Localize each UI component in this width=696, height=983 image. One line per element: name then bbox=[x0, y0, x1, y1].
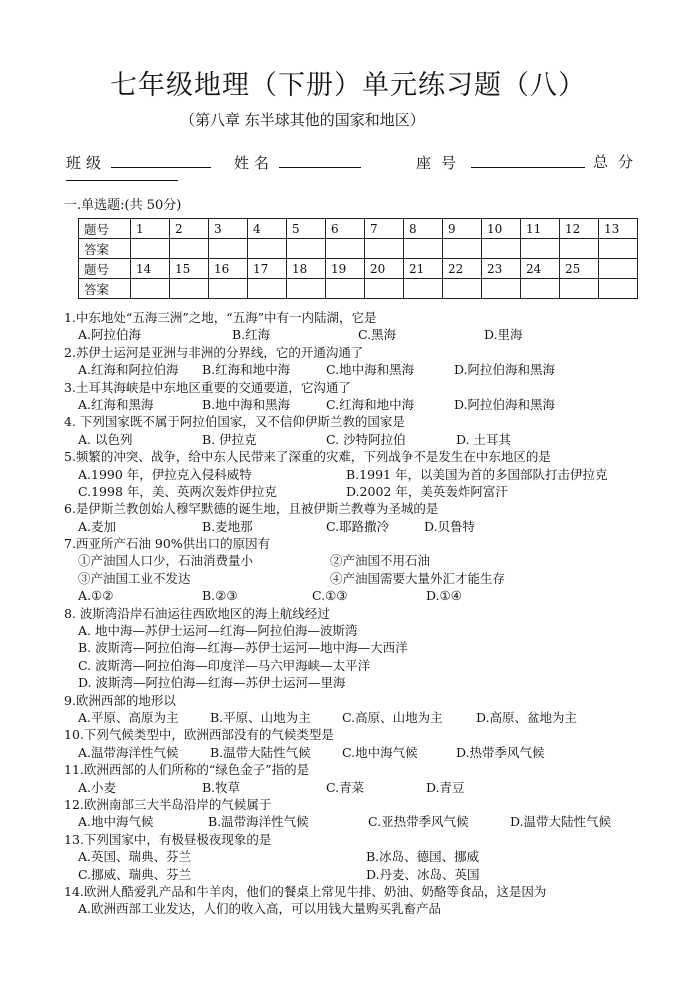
question-stem: 5.频繁的冲突、战争，给中东人民带来了深重的灾难，下列战争不是发生在中东地区的是 bbox=[64, 449, 551, 465]
seat-label: 座号 bbox=[416, 154, 467, 172]
question-number-cell: 24 bbox=[521, 259, 560, 279]
statement: ③产油国工业不发达 bbox=[78, 570, 191, 586]
name-field bbox=[234, 152, 361, 173]
statements-row bbox=[64, 552, 684, 569]
option-c[interactable]: C. 沙特阿拉伯 bbox=[326, 431, 406, 447]
question-number-cell: 20 bbox=[365, 259, 404, 279]
answer-cell[interactable] bbox=[560, 239, 599, 259]
question-stem: 2.苏伊士运河是亚洲与非洲的分界线，它的开通沟通了 bbox=[64, 344, 364, 360]
option-b[interactable]: B.麦地那 bbox=[202, 518, 253, 534]
question-number-cell: 14 bbox=[131, 259, 170, 279]
option-b[interactable]: B. 伊拉克 bbox=[202, 431, 257, 447]
answer-table-row bbox=[79, 259, 638, 279]
question-stem: 8. 波斯湾沿岸石油运往西欧地区的海上航线经过 bbox=[64, 605, 330, 621]
page-title: 七年级地理（下册）单元练习题（八） bbox=[110, 70, 586, 101]
statement: ①产油国人口少，石油消费量小 bbox=[78, 553, 254, 569]
question-stem: 11.欧洲西部的人们所称的“绿色金子”指的是 bbox=[64, 762, 310, 778]
option-c[interactable]: C.亚热带季风气候 bbox=[368, 814, 469, 830]
question-number-cell: 6 bbox=[326, 219, 365, 239]
name-blank[interactable] bbox=[279, 152, 361, 168]
option-c[interactable]: C.红海和地中海 bbox=[326, 396, 415, 412]
question-number-cell: 10 bbox=[482, 219, 521, 239]
answer-table-row bbox=[79, 279, 638, 299]
option-d[interactable]: D.温带大陆性气候 bbox=[510, 814, 612, 830]
option-a[interactable]: A.温带海洋性气候 bbox=[78, 744, 179, 760]
question-number-cell: 22 bbox=[443, 259, 482, 279]
question-number-cell: 19 bbox=[326, 259, 365, 279]
answer-cell[interactable] bbox=[365, 279, 404, 299]
question-number-cell: 13 bbox=[599, 219, 638, 239]
class-field bbox=[66, 152, 211, 173]
option-d[interactable]: D.热带季风气候 bbox=[456, 744, 545, 760]
question-stem: 14.欧洲人酷爱乳产品和牛羊肉，他们的餐桌上常见牛排、奶油、奶酪等食品，这是因为 bbox=[64, 883, 547, 899]
option-a[interactable]: A.欧洲西部工业发达，人们的收入高，可以用钱大量购买乳畜产品 bbox=[78, 901, 442, 917]
question-number-header: 题号 bbox=[79, 219, 131, 239]
answer-cell[interactable] bbox=[326, 279, 365, 299]
question-number-cell: 15 bbox=[170, 259, 209, 279]
answer-table bbox=[78, 218, 638, 299]
question-stem: 4. 下列国家既不属于阿拉伯国家，又不信仰伊斯兰教的国家是 bbox=[64, 414, 405, 430]
option-b[interactable]: B.平原、山地为主 bbox=[210, 709, 311, 725]
options-row bbox=[64, 396, 684, 413]
answer-cell[interactable] bbox=[248, 279, 287, 299]
option-a[interactable]: A.①② bbox=[78, 588, 114, 604]
answer-cell[interactable] bbox=[326, 239, 365, 259]
answer-cell[interactable] bbox=[599, 239, 638, 259]
option-a[interactable]: A.平原、高原为主 bbox=[78, 709, 179, 725]
option-d[interactable]: D.青豆 bbox=[426, 779, 465, 795]
seat-blank[interactable] bbox=[471, 152, 585, 168]
answer-table-row bbox=[79, 219, 638, 239]
question-stem: 12.欧洲南部三大半岛沿岸的气候属于 bbox=[64, 796, 272, 812]
answer-cell[interactable] bbox=[482, 239, 521, 259]
statements-row bbox=[64, 570, 684, 587]
question-number-cell: 2 bbox=[170, 219, 209, 239]
option-b[interactable]: B.红海 bbox=[232, 327, 271, 343]
class-blank[interactable] bbox=[111, 152, 211, 168]
answer-cell[interactable] bbox=[443, 239, 482, 259]
option-b[interactable]: B.地中海和黑海 bbox=[202, 396, 291, 412]
options-row bbox=[64, 866, 684, 883]
statement: ④产油国需要大量外汇才能生存 bbox=[330, 570, 506, 586]
answer-cell[interactable] bbox=[482, 279, 521, 299]
question-stem: 13.下列国家中，有极昼极夜现象的是 bbox=[64, 831, 272, 847]
options-row bbox=[64, 326, 684, 343]
answer-cell[interactable] bbox=[599, 279, 638, 299]
options-row bbox=[64, 848, 684, 865]
options-row bbox=[64, 622, 684, 639]
question-number-cell: 16 bbox=[209, 259, 248, 279]
answer-cell[interactable] bbox=[521, 279, 560, 299]
answer-cell[interactable] bbox=[170, 279, 209, 299]
question-stem: 3.土耳其海峡是中东地区重要的交通要道，它沟通了 bbox=[64, 379, 351, 395]
answer-cell[interactable] bbox=[209, 239, 248, 259]
option-a[interactable]: A.小麦 bbox=[78, 779, 117, 795]
section-heading: 一.单选题:(共 50分) bbox=[64, 198, 182, 213]
options-row bbox=[64, 639, 684, 656]
question-stem: 9.欧洲西部的地形以 bbox=[64, 692, 176, 708]
question-number-cell: 4 bbox=[248, 219, 287, 239]
class-label: 班级 bbox=[66, 154, 107, 172]
option-d[interactable]: D.里海 bbox=[484, 327, 523, 343]
option-c[interactable]: C.1998 年，美、英两次轰炸伊拉克 bbox=[78, 483, 277, 499]
option-c[interactable]: C.地中海气候 bbox=[342, 744, 418, 760]
option-c[interactable]: C.挪威、瑞典、芬兰 bbox=[78, 866, 192, 882]
answer-table-row bbox=[79, 239, 638, 259]
answer-cell[interactable] bbox=[404, 279, 443, 299]
option-a[interactable]: A.阿拉伯海 bbox=[78, 327, 142, 343]
options-row bbox=[64, 744, 684, 761]
question-number-cell: 1 bbox=[131, 219, 170, 239]
option-d[interactable]: D. 土耳其 bbox=[456, 431, 512, 447]
option-a[interactable]: A. 地中海—苏伊士运河—红海—阿拉伯海—波斯湾 bbox=[78, 623, 358, 639]
options-row bbox=[64, 657, 684, 674]
options-row bbox=[64, 900, 684, 917]
name-label: 姓名 bbox=[234, 154, 275, 172]
question-stem: 7.西亚所产石油 90%供出口的原因有 bbox=[64, 536, 271, 552]
options-row bbox=[64, 779, 684, 796]
answer-cell[interactable] bbox=[209, 279, 248, 299]
option-a[interactable]: A.红海和黑海 bbox=[78, 396, 154, 412]
option-c[interactable]: C.耶路撒冷 bbox=[326, 518, 390, 534]
question-list bbox=[64, 309, 684, 918]
option-c[interactable]: C. 波斯湾—阿拉伯海—印度洋—马六甲海峡—太平洋 bbox=[78, 657, 371, 673]
option-a[interactable]: A.英国、瑞典、芬兰 bbox=[78, 849, 192, 865]
option-a[interactable]: A.地中海气候 bbox=[78, 814, 154, 830]
question-number-cell bbox=[599, 259, 638, 279]
option-b[interactable]: B. 波斯湾—阿拉伯海—红海—苏伊士运河—地中海—大西洋 bbox=[78, 640, 408, 656]
answer-cell[interactable] bbox=[560, 279, 599, 299]
options-row bbox=[64, 431, 684, 448]
question-number-cell: 5 bbox=[287, 219, 326, 239]
option-a[interactable]: A.麦加 bbox=[78, 518, 117, 534]
option-b[interactable]: B.冰岛、德国、挪威 bbox=[366, 849, 480, 865]
option-d[interactable]: D.高原、盆地为主 bbox=[476, 709, 578, 725]
statement: ②产油国不用石油 bbox=[330, 553, 431, 569]
question-number-cell: 7 bbox=[365, 219, 404, 239]
answer-header: 答案 bbox=[79, 279, 131, 299]
options-row bbox=[64, 518, 684, 535]
option-c[interactable]: C.青菜 bbox=[326, 779, 365, 795]
option-a[interactable]: A. 以色列 bbox=[78, 431, 133, 447]
answer-cell[interactable] bbox=[248, 239, 287, 259]
question-number-cell: 12 bbox=[560, 219, 599, 239]
option-d[interactable]: D.阿拉伯海和黑海 bbox=[454, 396, 556, 412]
option-a[interactable]: A.红海和阿拉伯海 bbox=[78, 362, 179, 378]
question-stem: 6.是伊斯兰教创始人穆罕默德的诞生地，且被伊斯兰教尊为圣城的是 bbox=[64, 501, 439, 517]
question-number-cell: 25 bbox=[560, 259, 599, 279]
option-b[interactable]: B.1991 年，以美国为首的多国部队打击伊拉克 bbox=[346, 466, 608, 482]
options-row bbox=[64, 483, 684, 500]
question-stem: 10.下列气候类型中，欧洲西部没有的气候类型是 bbox=[64, 727, 334, 743]
question-number-cell: 18 bbox=[287, 259, 326, 279]
option-b[interactable]: B.②③ bbox=[202, 588, 238, 604]
question-number-header: 题号 bbox=[79, 259, 131, 279]
options-row bbox=[64, 813, 684, 830]
option-d[interactable]: D.丹麦、冰岛、英国 bbox=[366, 866, 480, 882]
option-c[interactable]: C.①③ bbox=[312, 588, 348, 604]
answer-header: 答案 bbox=[79, 239, 131, 259]
option-d[interactable]: D. 波斯湾—阿拉伯海—红海—苏伊士运河—里海 bbox=[78, 675, 346, 691]
question-number-cell: 23 bbox=[482, 259, 521, 279]
question-number-cell: 9 bbox=[443, 219, 482, 239]
page-subtitle: （第八章 东半球其他的国家和地区） bbox=[180, 111, 425, 129]
answer-cell[interactable] bbox=[521, 239, 560, 259]
question-number-cell: 11 bbox=[521, 219, 560, 239]
option-a[interactable]: A.1990 年，伊拉克入侵科威特 bbox=[78, 466, 252, 482]
option-c[interactable]: C.地中海和黑海 bbox=[326, 362, 415, 378]
answer-cell[interactable] bbox=[287, 279, 326, 299]
question-number-cell: 21 bbox=[404, 259, 443, 279]
option-b[interactable]: B.温带大陆性气候 bbox=[210, 744, 311, 760]
options-row bbox=[64, 361, 684, 378]
option-c[interactable]: C.高原、山地为主 bbox=[342, 709, 443, 725]
answer-cell[interactable] bbox=[131, 239, 170, 259]
answer-cell[interactable] bbox=[287, 239, 326, 259]
answer-cell[interactable] bbox=[131, 279, 170, 299]
options-row bbox=[64, 587, 684, 604]
option-b[interactable]: B.温带海洋性气候 bbox=[208, 814, 309, 830]
option-d[interactable]: D.2002 年，美英轰炸阿富汗 bbox=[346, 483, 508, 499]
answer-cell[interactable] bbox=[404, 239, 443, 259]
option-b[interactable]: B.牧草 bbox=[202, 779, 241, 795]
question-number-cell: 3 bbox=[209, 219, 248, 239]
answer-cell[interactable] bbox=[443, 279, 482, 299]
options-row bbox=[64, 674, 684, 691]
option-d[interactable]: D.阿拉伯海和黑海 bbox=[454, 362, 556, 378]
option-b[interactable]: B.红海和地中海 bbox=[202, 362, 291, 378]
option-d[interactable]: D.贝鲁特 bbox=[424, 518, 476, 534]
answer-cell[interactable] bbox=[365, 239, 404, 259]
options-row bbox=[64, 709, 684, 726]
options-row bbox=[64, 466, 684, 483]
score-blank[interactable] bbox=[66, 180, 178, 181]
score-label: 总分 bbox=[593, 153, 644, 171]
option-d[interactable]: D.①④ bbox=[426, 588, 462, 604]
seat-field bbox=[416, 152, 585, 173]
question-number-cell: 8 bbox=[404, 219, 443, 239]
answer-cell[interactable] bbox=[170, 239, 209, 259]
question-number-cell: 17 bbox=[248, 259, 287, 279]
option-c[interactable]: C.黑海 bbox=[358, 327, 397, 343]
question-stem: 1.中东地处“五海三洲”之地，“五海”中有一内陆湖，它是 bbox=[64, 310, 377, 325]
